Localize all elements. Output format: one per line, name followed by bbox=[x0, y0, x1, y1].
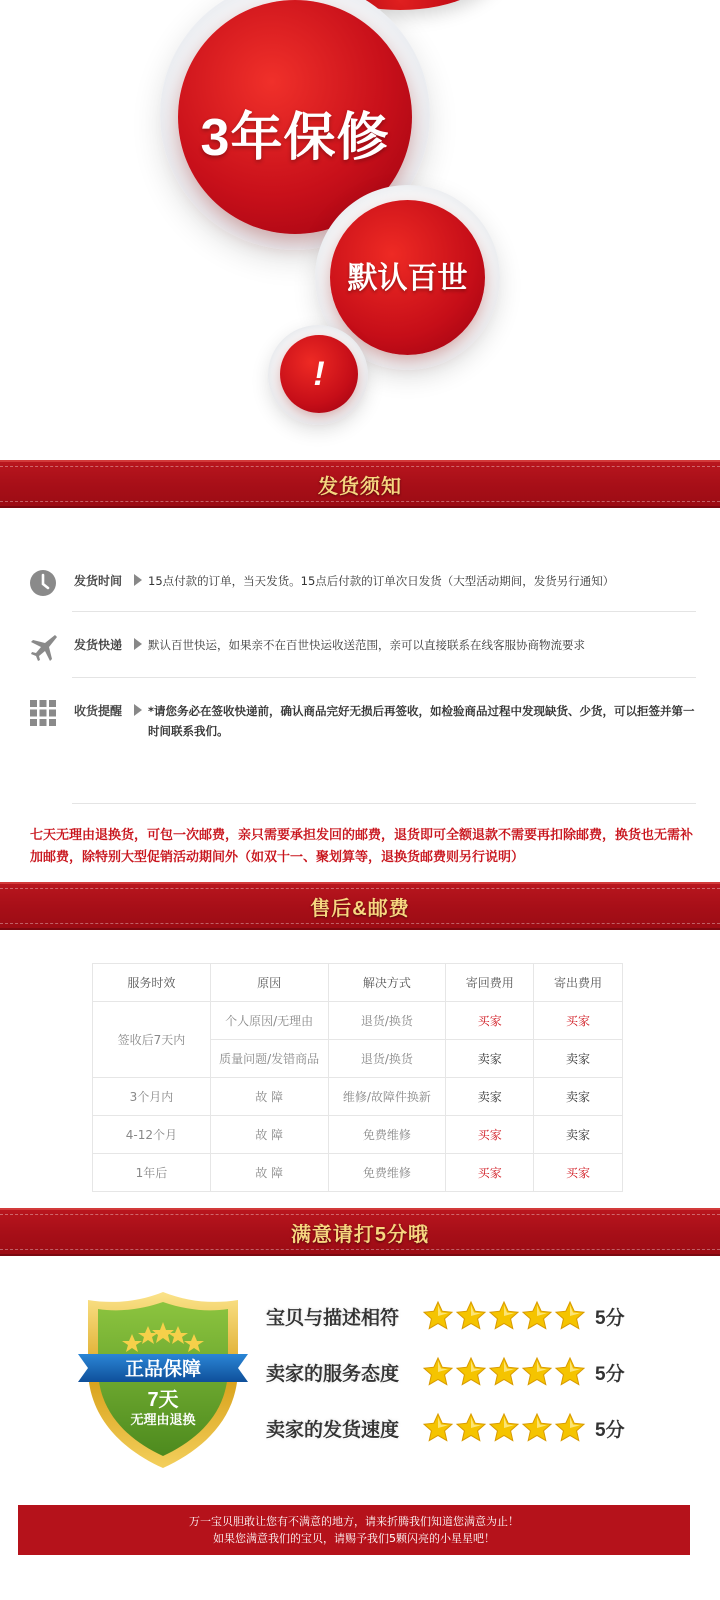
shipping-row-text: *请您务必在签收快递前，确认商品完好无损后再签收，如检验商品过程中发现缺货、少货，可以拒签并第一时间联系我们。 bbox=[148, 704, 695, 738]
rating-score: 5分 bbox=[595, 1419, 625, 1441]
rating-score: 5分 bbox=[595, 1307, 625, 1329]
table-header-cell: 原因 bbox=[210, 964, 328, 1002]
table-row bbox=[93, 1116, 623, 1154]
footer-line1: 万一宝贝胆敢让您有不满意的地方，请来折腾我们知道您满意为止！ bbox=[189, 1515, 519, 1528]
send-fee-cell: 卖家 bbox=[534, 1116, 623, 1154]
exclamation-icon: ! bbox=[313, 354, 325, 393]
table-row bbox=[93, 1154, 623, 1192]
solution-cell: 维修/故障件换新 bbox=[328, 1078, 446, 1116]
footer-line2: 如果您满意我们的宝贝，请赐予我们5颗闪亮的小星星吧！ bbox=[213, 1532, 495, 1545]
rating-row-description bbox=[266, 1300, 625, 1332]
clock-icon bbox=[28, 568, 58, 598]
star-icon[interactable] bbox=[554, 1300, 586, 1332]
star-icon[interactable] bbox=[422, 1300, 454, 1332]
solution-cell: 免费维修 bbox=[328, 1154, 446, 1192]
star-icon[interactable] bbox=[521, 1356, 553, 1388]
table-header-cell: 寄出费用 bbox=[534, 964, 623, 1002]
send-fee-cell: 买家 bbox=[534, 1002, 623, 1040]
table-row bbox=[93, 1002, 623, 1040]
rating-label: 宝贝与描述相符 bbox=[266, 1307, 400, 1329]
rating-row-shipping-speed bbox=[266, 1412, 625, 1444]
period-cell: 签收后7天内 bbox=[93, 1002, 211, 1078]
triangle-right-icon bbox=[134, 698, 148, 716]
star-icon[interactable] bbox=[554, 1412, 586, 1444]
reason-cell: 个人原因/无理由 bbox=[210, 1002, 328, 1040]
shipping-row-label: 发货快递 bbox=[74, 638, 123, 652]
shipping-row-label: 发货时间 bbox=[74, 574, 123, 588]
badge-line1: 正品保障 bbox=[124, 1359, 202, 1380]
reason-cell: 质量问题/发错商品 bbox=[210, 1040, 328, 1078]
star-rating[interactable] bbox=[422, 1300, 587, 1332]
shipping-row-courier bbox=[28, 632, 696, 662]
airplane-icon bbox=[28, 632, 58, 662]
badge-line3: 无理由退换 bbox=[130, 1412, 196, 1427]
period-cell: 1年后 bbox=[93, 1154, 211, 1192]
rating-row-service bbox=[266, 1356, 625, 1388]
table-header-cell: 解决方式 bbox=[328, 964, 446, 1002]
genuine-guarantee-badge bbox=[78, 1288, 248, 1473]
period-cell: 4-12个月 bbox=[93, 1116, 211, 1154]
hero-banner bbox=[0, 0, 720, 470]
star-icon[interactable] bbox=[521, 1300, 553, 1332]
shipping-row-time bbox=[28, 568, 696, 598]
divider bbox=[72, 803, 696, 804]
rating-banner bbox=[0, 1208, 720, 1256]
star-icon[interactable] bbox=[554, 1356, 586, 1388]
shipping-notice-banner bbox=[0, 460, 720, 508]
rating-label: 卖家的发货速度 bbox=[266, 1419, 400, 1441]
shipping-notice-title: 发货须知 bbox=[318, 475, 402, 498]
reason-cell: 故 障 bbox=[210, 1078, 328, 1116]
star-icon[interactable] bbox=[455, 1300, 487, 1332]
shipping-row-reminder bbox=[28, 698, 696, 741]
rating-score: 5分 bbox=[595, 1363, 625, 1385]
return-policy-note: 七天无理由退换货，可包一次邮费，亲只需要承担发回的邮费，退货即可全额退款不需要再扣除邮费，换货也无需补加邮费，除特别大型促销活动期间外（如双十一、聚划算等，退换货邮费则另行说明） bbox=[30, 828, 694, 865]
after-sales-title: 售后&邮费 bbox=[310, 897, 410, 920]
star-icon[interactable] bbox=[422, 1412, 454, 1444]
star-icon[interactable] bbox=[455, 1412, 487, 1444]
table-row bbox=[93, 1078, 623, 1116]
shipping-row-text: 15点付款的订单，当天发货。15点后付款的订单次日发货（大型活动期间，发货另行通知） bbox=[148, 574, 615, 588]
after-sales-banner bbox=[0, 882, 720, 930]
solution-cell: 退货/换货 bbox=[328, 1002, 446, 1040]
triangle-right-icon bbox=[134, 632, 148, 650]
after-sales-table bbox=[92, 963, 623, 1192]
star-icon[interactable] bbox=[521, 1412, 553, 1444]
return-fee-cell: 卖家 bbox=[446, 1078, 534, 1116]
divider bbox=[72, 611, 696, 612]
star-rating[interactable] bbox=[422, 1412, 587, 1444]
reason-cell: 故 障 bbox=[210, 1154, 328, 1192]
star-icon[interactable] bbox=[455, 1356, 487, 1388]
solution-cell: 免费维修 bbox=[328, 1116, 446, 1154]
table-header-cell: 服务时效 bbox=[93, 964, 211, 1002]
solution-cell: 退货/换货 bbox=[328, 1040, 446, 1078]
star-icon[interactable] bbox=[488, 1356, 520, 1388]
send-fee-cell: 卖家 bbox=[534, 1040, 623, 1078]
period-cell: 3个月内 bbox=[93, 1078, 211, 1116]
shipping-row-label: 收货提醒 bbox=[74, 704, 123, 718]
alert-circle bbox=[280, 335, 358, 413]
courier-text: 默认百世 bbox=[347, 261, 468, 295]
star-icon[interactable] bbox=[422, 1356, 454, 1388]
table-header-row bbox=[93, 964, 623, 1002]
shipping-row-text: 默认百世快运，如果亲不在百世快运收送范围，亲可以直接联系在线客服协商物流要求 bbox=[148, 638, 585, 652]
star-icon[interactable] bbox=[488, 1412, 520, 1444]
star-icon[interactable] bbox=[488, 1300, 520, 1332]
return-fee-cell: 卖家 bbox=[446, 1040, 534, 1078]
send-fee-cell: 卖家 bbox=[534, 1078, 623, 1116]
send-fee-cell: 买家 bbox=[534, 1154, 623, 1192]
footer-message bbox=[18, 1505, 690, 1555]
grid-icon bbox=[28, 698, 58, 728]
star-rating[interactable] bbox=[422, 1356, 587, 1388]
rating-label: 卖家的服务态度 bbox=[266, 1363, 400, 1385]
rating-title: 满意请打5分哦 bbox=[290, 1223, 430, 1246]
return-fee-cell: 买家 bbox=[446, 1002, 534, 1040]
courier-circle bbox=[330, 200, 485, 355]
divider bbox=[72, 677, 696, 678]
badge-line2: 7天 bbox=[147, 1389, 179, 1411]
triangle-right-icon bbox=[134, 568, 148, 586]
return-fee-cell: 买家 bbox=[446, 1116, 534, 1154]
table-header-cell: 寄回费用 bbox=[446, 964, 534, 1002]
return-fee-cell: 买家 bbox=[446, 1154, 534, 1192]
reason-cell: 故 障 bbox=[210, 1116, 328, 1154]
warranty-text: 3年保修 bbox=[200, 108, 390, 167]
